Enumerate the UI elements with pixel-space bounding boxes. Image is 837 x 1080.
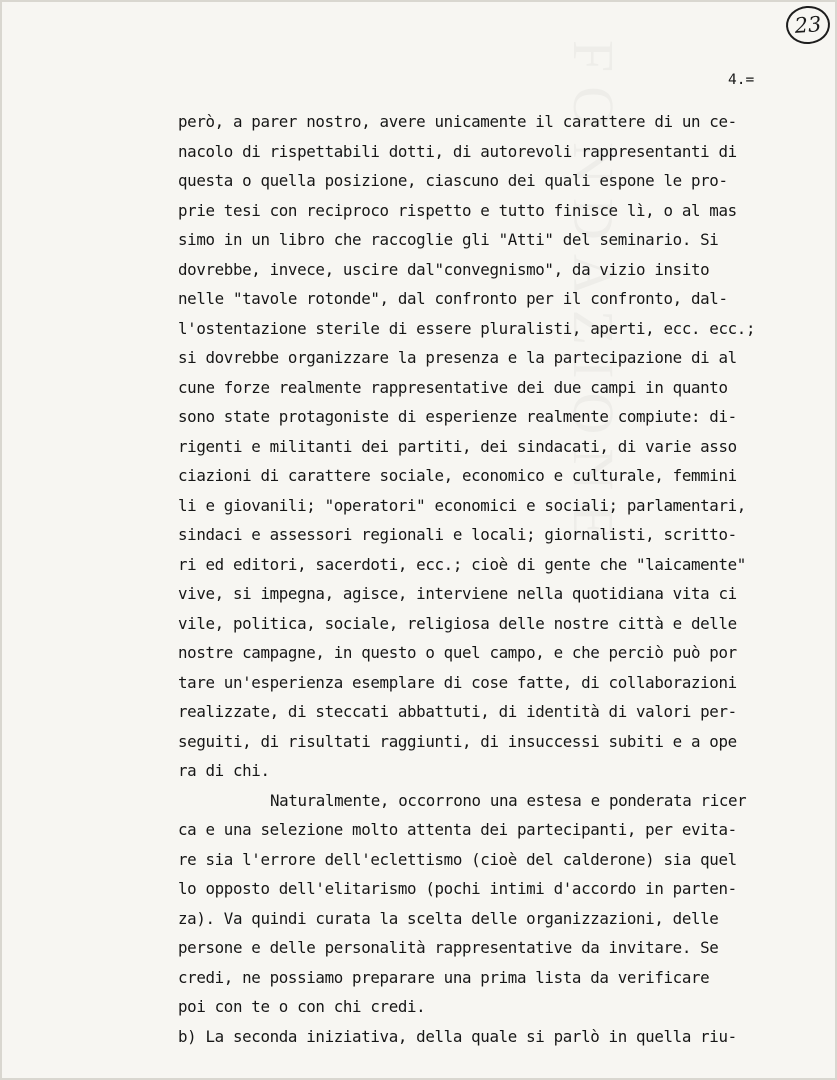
text-line: li e giovanili; "operatori" economici e sociali; parlamentari, — [178, 495, 746, 515]
text-line: nostre campagne, in questo o quel campo, e che perciò può por — [178, 643, 737, 662]
circled-page-stamp: 23 — [785, 5, 832, 46]
typed-text-body — [178, 107, 818, 1051]
list-item-line: b) La seconda iniziativa, della quale si parlò in quella riu- — [178, 1026, 737, 1046]
text-line: l'ostentazione sterile di essere pluralisti, aperti, ecc. ecc.; — [178, 318, 756, 338]
text-line: re sia l'errore dell'eclettismo (cioè del calderone) sia quel — [178, 849, 737, 869]
text-line: nelle "tavole rotonde", dal confronto per il confronto, dal- — [178, 289, 728, 308]
paragraph-start-line: Naturalmente, occorrono una estesa e ponderata ricer — [270, 790, 747, 810]
text-line: si dovrebbe organizzare la presenza e la partecipazione di al — [178, 348, 737, 367]
text-line: ra di chi. — [178, 761, 270, 780]
text-line: vive, si impegna, agisce, interviene nella quotidiana vita ci — [178, 584, 737, 603]
text-line: tare un'esperienza esemplare di cose fatte, di collaborazioni — [178, 672, 737, 692]
text-line: ri ed editori, sacerdoti, ecc.; cioè di gente che "laicamente" — [178, 554, 746, 574]
text-line: za). Va quindi curata la scelta delle organizzazioni, delle — [178, 908, 719, 928]
text-line: persone e delle personalità rappresentative da invitare. Se — [178, 938, 719, 957]
page-number: 4.= — [728, 72, 755, 88]
text-line: cune forze realmente rappresentative dei due campi in quanto — [178, 377, 728, 397]
text-line: credi, ne possiamo preparare una prima lista da verificare — [178, 967, 710, 987]
text-line: prie tesi con reciproco rispetto e tutto finisce lì, o al mas — [178, 200, 737, 220]
text-line: però, a parer nostro, avere unicamente il carattere di un ce- — [178, 112, 737, 131]
text-line: poi con te o con chi credi. — [178, 997, 426, 1016]
text-line: sono state protagoniste di esperienze realmente compiute: di- — [178, 407, 737, 426]
text-line: lo opposto dell'elitarismo (pochi intimi d'accordo in parten- — [178, 879, 737, 898]
text-line: ciazioni di carattere sociale, economico e culturale, femmini — [178, 466, 737, 485]
text-line: rigenti e militanti dei partiti, dei sindacati, di varie asso — [178, 436, 737, 456]
text-line: sindaci e assessori regionali e locali; giornalisti, scritto- — [178, 525, 737, 544]
text-line: seguiti, di risultati raggiunti, di insuccessi subiti e a ope — [178, 731, 737, 751]
text-line: ca e una selezione molto attenta dei partecipanti, per evita- — [178, 820, 737, 839]
text-line: dovrebbe, invece, uscire dal"convegnismo", da vizio insito — [178, 259, 710, 279]
text-line: realizzate, di steccati abbattuti, di identità di valori per- — [178, 702, 737, 721]
text-line: vile, politica, sociale, religiosa delle nostre città e delle — [178, 613, 737, 633]
text-line: questa o quella posizione, ciascuno dei quali espone le pro- — [178, 171, 728, 190]
text-line: simo in un libro che raccoglie gli "Atti" del seminario. Si — [178, 230, 719, 249]
text-line: nacolo di rispettabili dotti, di autorevoli rappresentanti di — [178, 141, 737, 161]
